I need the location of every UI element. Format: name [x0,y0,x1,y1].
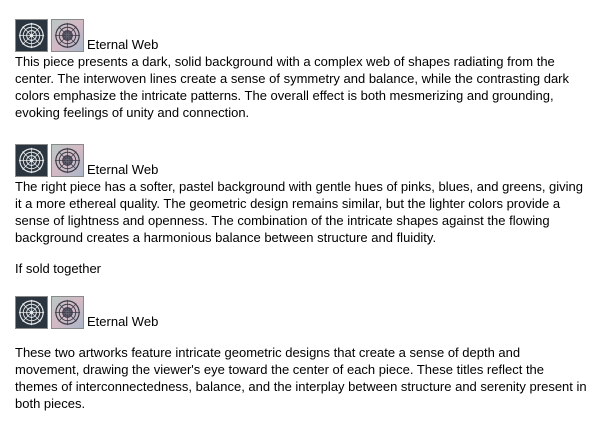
dark-mandala-icon [16,20,47,51]
pastel-mandala-icon [52,297,83,328]
artwork-thumbnails [15,292,84,329]
pastel-mandala-artwork-thumbnail [51,144,84,177]
section-heading-row [15,137,587,177]
artwork-thumbnails [15,15,84,52]
section-description: These two artworks feature intricate geometric designs that create a sense of depth and movement, drawing the viewer's eye toward the center of each piece. These titles reflect the themes of interconnectedness, balance, and the interplay between structure and serenity present in both pieces. [15,345,587,411]
dark-mandala-icon [16,297,47,328]
dark-mandala-artwork-thumbnail [15,144,48,177]
pastel-mandala-icon [52,145,83,176]
section-description: This piece presents a dark, solid background with a complex web of shapes radiating from the center. The interwoven lines create a sense of symmetry and balance, while the contrasting dark colors emphasize the intricate patterns. The overall effect is both mesmerizing and grounding, evoking feelings of unity and connection. [15,54,569,120]
section-heading: Eternal Web [87,314,159,329]
dark-mandala-icon [16,145,47,176]
artwork-section-1 [15,12,587,121]
artwork-thumbnails [15,140,84,177]
section-heading: Eternal Web [87,162,159,177]
section-description: The right piece has a softer, pastel background with gentle hues of pinks, blues, and greens, giving it a more ethereal quality. The geometric design remains similar, but the lighter colors provide a sense of lightness and openness. The combination of the intricate shapes against the flowing background creates a harmonious balance between structure and fluidity. [15,179,584,245]
section-heading-row [15,289,587,329]
section-heading-row [15,12,587,52]
sold-together-label: If sold together [15,261,101,276]
pastel-mandala-icon [52,20,83,51]
document [15,12,587,412]
artwork-section-3 [15,289,587,412]
dark-mandala-artwork-thumbnail [15,296,48,329]
pastel-mandala-artwork-thumbnail [51,19,84,52]
artwork-section-2 [15,137,587,246]
pastel-mandala-artwork-thumbnail [51,296,84,329]
section-heading: Eternal Web [87,37,159,52]
dark-mandala-artwork-thumbnail [15,19,48,52]
